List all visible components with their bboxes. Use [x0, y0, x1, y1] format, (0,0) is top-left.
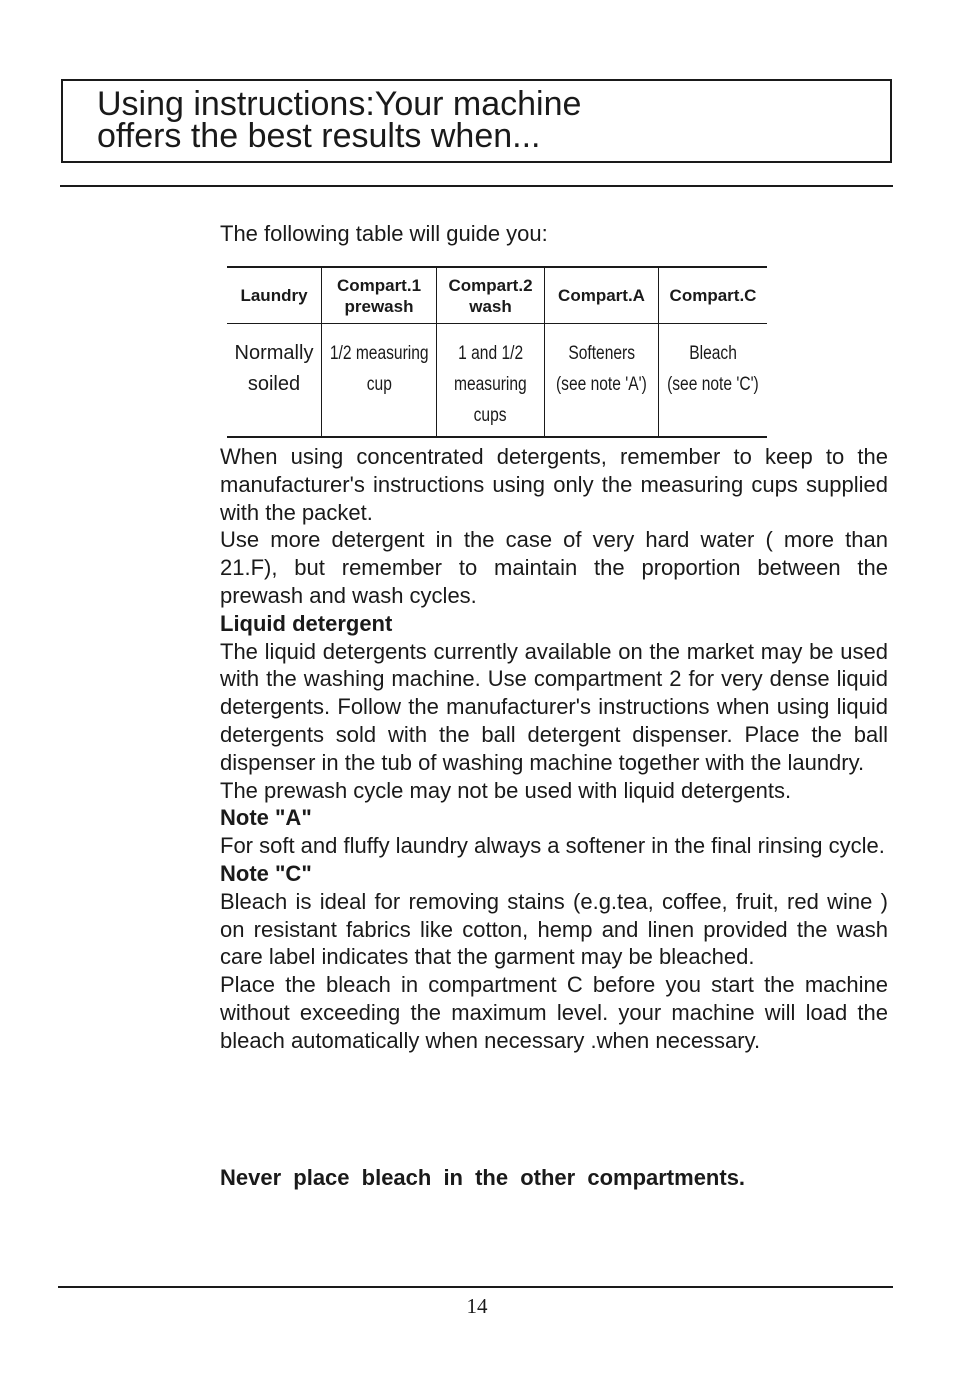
instructions-body — [220, 443, 888, 1055]
title-box — [61, 79, 892, 163]
header-cell-compart-2 — [437, 268, 544, 323]
paragraph-liquid-detergent: The liquid detergents currently available on the market may be used with the washing machine. Use compartment 2 for very dense liquid detergents. Follow the manufacturer's instructions when using liquid detergents sold with the ball detergent dispenser. Place the ball dispenser in the tub of washing machine together with the laundry. — [220, 638, 888, 775]
paragraph-concentrated-detergents: When using concentrated detergents, remember to keep to the manufacturer's instructions using only the measuring cups supplied with the packet. — [220, 444, 888, 525]
cell-text: Bleach — [689, 343, 737, 364]
header-text: Compart.C — [669, 286, 757, 305]
paragraph-bleach-placement: Place the bleach in compartment C before you start the machine without exceeding the maximum level. your machine will load the bleach automatically when necessary .when necessary. — [220, 972, 888, 1053]
table-intro: The following table will guide you: — [220, 221, 548, 246]
paragraph-prewash-note: The prewash cycle may not be used with liquid detergents. — [220, 777, 792, 803]
cell-text: cup — [366, 374, 392, 395]
header-cell-laundry — [227, 268, 321, 323]
cell-text: Normally — [234, 342, 314, 364]
header-cell-compart-c — [659, 268, 767, 323]
header-text: Compart.1 — [336, 275, 422, 295]
cell-text: Softeners — [568, 343, 635, 364]
heading-liquid-detergent: Liquid detergent — [220, 610, 393, 636]
header-text: prewash — [344, 296, 414, 316]
footer-divider — [58, 1286, 893, 1288]
cell-laundry-type — [227, 338, 321, 400]
paragraph-bleach-usage: Bleach is ideal for removing stains (e.g.tea, coffee, fruit, red wine ) on resistant fabrics like cotton, hemp and linen provided the wash care label indicates that the garment may be bleached. — [220, 888, 888, 970]
cell-text: measuring — [454, 374, 527, 395]
cell-text: 1/2 measuring — [329, 343, 429, 364]
heading-note-a: Note "A" — [220, 805, 312, 831]
header-text: Laundry — [240, 286, 308, 305]
header-text: Compart.2 — [448, 275, 533, 295]
detergent-guide-table — [227, 266, 767, 438]
header-cell-compart-a — [545, 268, 658, 323]
heading-note-c: Note "C" — [220, 860, 312, 886]
header-cell-compart-1 — [322, 268, 436, 323]
paragraph-hard-water: Use more detergent in the case of very hard water ( more than 21.F), but remember to maintain the proportion between the prewash and wash cycles. — [220, 527, 888, 608]
cell-text: soiled — [247, 373, 301, 395]
cell-text: (see note 'C') — [667, 374, 759, 395]
cell-text: cups — [474, 405, 507, 426]
cell-compart-2-amount — [437, 338, 544, 431]
page-title-line-1: Using instructions:Your machine — [97, 85, 582, 123]
page-title-line-2: offers the best results when... — [97, 117, 541, 155]
header-text: wash — [469, 296, 512, 316]
cell-text: (see note 'A') — [556, 374, 647, 395]
cell-compart-1-amount — [322, 338, 436, 400]
table-header-divider — [227, 323, 767, 324]
bleach-warning: Never place bleach in the other compartments. — [220, 1165, 746, 1190]
paragraph-note-a: For soft and fluffy laundry always a softener in the final rinsing cycle. — [220, 833, 885, 859]
cell-compart-a-content — [545, 338, 658, 400]
page-number: 14 — [466, 1294, 488, 1318]
header-text: Compart.A — [558, 286, 645, 305]
cell-compart-c-content — [659, 338, 767, 400]
header-divider — [60, 185, 893, 187]
cell-text: 1 and 1/2 — [458, 343, 523, 364]
